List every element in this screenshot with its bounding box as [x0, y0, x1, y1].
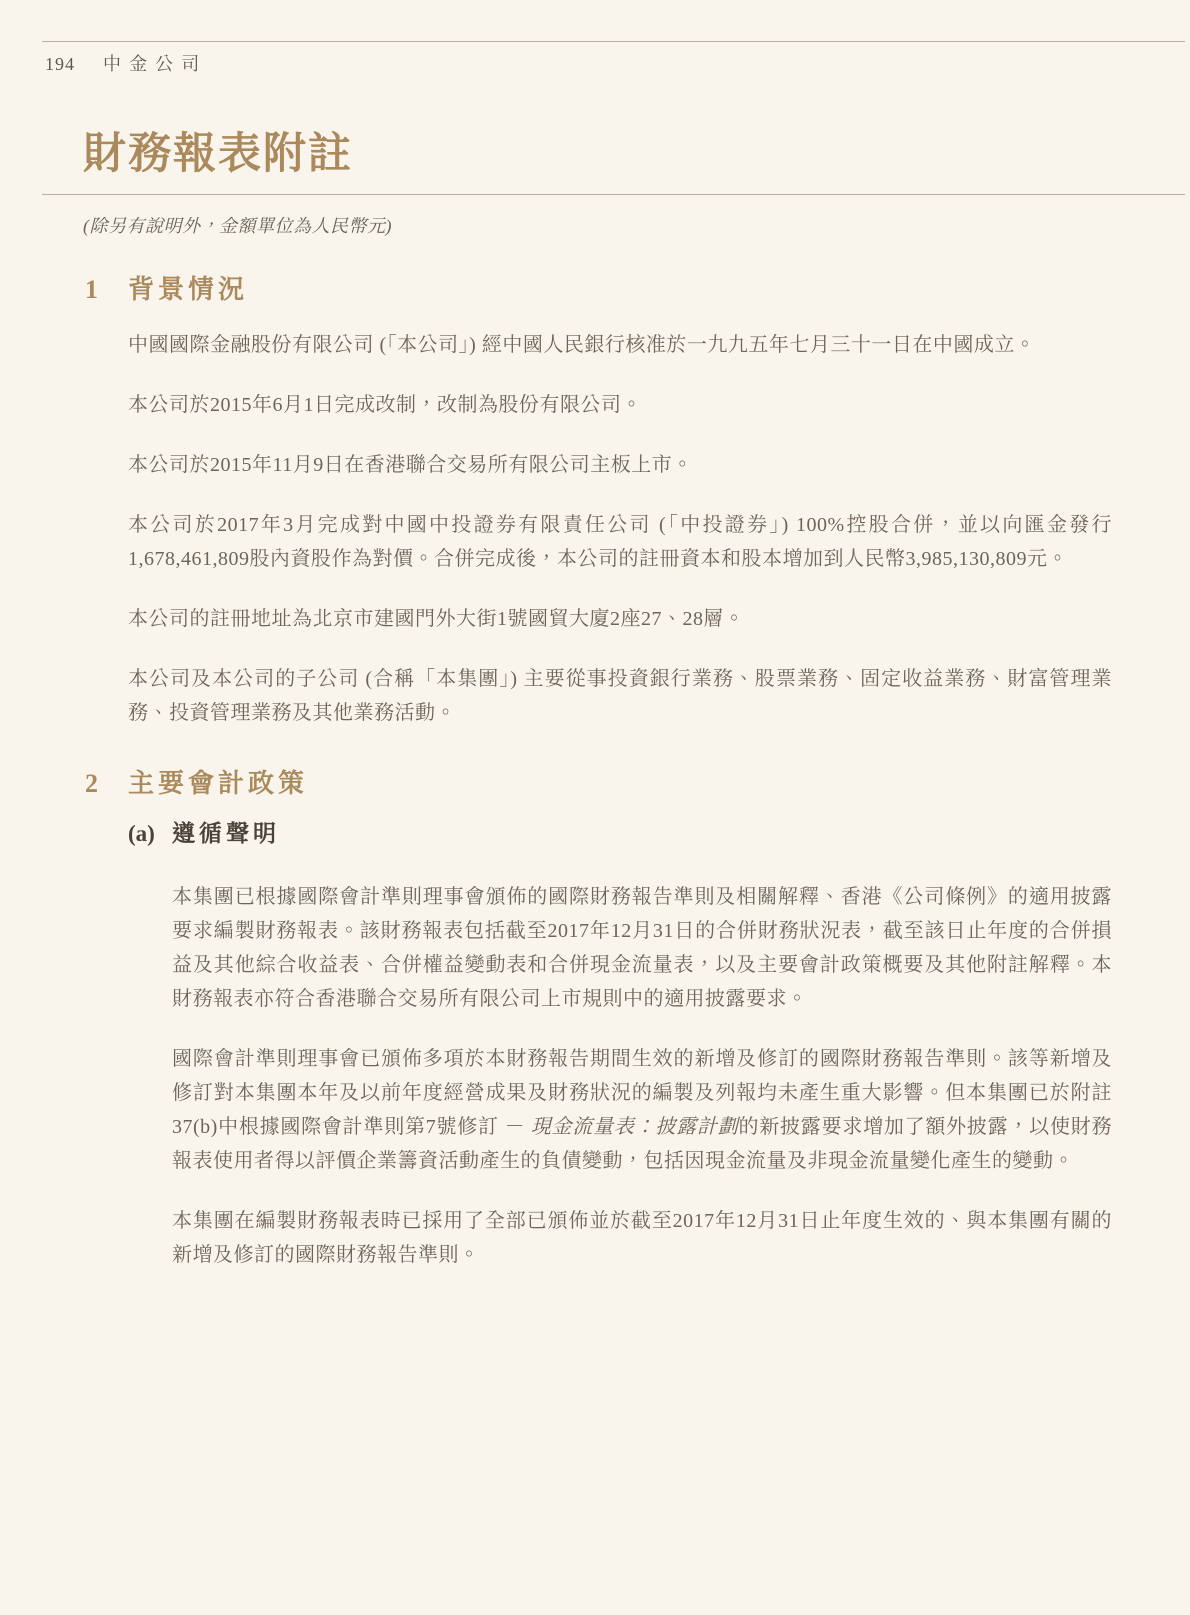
- page-number: 194: [45, 54, 75, 74]
- section-2-number: 2: [85, 768, 98, 798]
- section-1-number: 1: [85, 275, 98, 305]
- standard-title-italic: 現金流量表：披露計劃: [530, 1115, 739, 1138]
- paragraph: 本公司於2015年6月1日完成改制，改制為股份有限公司。: [128, 393, 642, 416]
- currency-unit-note: (除另有說明外，金額單位為人民幣元): [83, 216, 392, 237]
- subsection-a-compliance: [128, 821, 1112, 1271]
- section-2-heading: 主要會計政策: [128, 768, 309, 798]
- paragraph: 中國國際金融股份有限公司 (「本公司」) 經中國人民銀行核准於一九九五年七月三十一日在中國成立。: [128, 333, 1036, 356]
- header-rule: [42, 41, 1185, 42]
- paragraph: 本集團在編製財務報表時已採用了全部已頒佈並於截至2017年12月31日止年度生效的、與本集團有關的新增及修訂的國際財務報告準則。: [172, 1209, 1112, 1266]
- paragraph: 本公司於2017年3月完成對中國中投證券有限責任公司 (「中投證券」) 100%控股合併，並以向匯金發行1,678,461,809股內資股作為對價。合併完成後，本公司的註冊資本和股本增加到人民幣3,985,130,809元。: [128, 513, 1112, 570]
- document-title: 財務報表附註: [83, 131, 353, 178]
- paragraph-text: 國際會計準則理事會已頒佈多項於本財務報告期間生效的新增及修訂的國際財務報告準則。該等新增及修訂對本集團本年及以前年度經營成果及財務狀況的編製及列報均未產生重大影響。但本集團已於附註37(b)中根據國際會計準則第7號修訂 －: [172, 1047, 1112, 1138]
- paragraph-text: 的新披露要求增加了額外披露，以使財務報表使用者得以評價企業籌資活動產生的負債變動，包括因現金流量及非現金流量變化產生的變動。: [172, 1115, 1113, 1172]
- company-brand: 中金公司: [103, 54, 208, 74]
- subsection-a-heading: 遵循聲明: [172, 821, 280, 847]
- paragraph: [172, 1042, 1112, 1178]
- section-2-accounting-policies: [85, 770, 1112, 1272]
- section-1-body: [128, 276, 1112, 730]
- page-header: [45, 50, 1190, 76]
- title-rule: [42, 194, 1185, 195]
- paragraph: 本公司的註冊地址為北京市建國門外大街1號國貿大廈2座27、28層。: [128, 607, 745, 630]
- subsection-a-body: [172, 821, 1112, 1271]
- paragraph: 本集團已根據國際會計準則理事會頒佈的國際財務報告準則及相關解釋、香港《公司條例》的適用披露要求編製財務報表。該財務報表包括截至2017年12月31日的合併財務狀況表，截至該日止年度的合併損益及其他綜合收益表、合併權益變動表和合併現金流量表，以及主要會計政策概要及其他附註解釋。本財務報表亦符合香港聯合交易所有限公司上市規則中的適用披露要求。: [172, 885, 1112, 1010]
- section-2-body: [128, 770, 1112, 1272]
- section-1-background: [85, 276, 1112, 730]
- paragraph: 本公司及本公司的子公司 (合稱「本集團」) 主要從事投資銀行業務、股票業務、固定收益業務、財富管理業務、投資管理業務及其他業務活動。: [128, 667, 1112, 724]
- paragraph: 本公司於2015年11月9日在香港聯合交易所有限公司主板上市。: [128, 453, 693, 476]
- section-1-heading: 背景情況: [128, 275, 249, 305]
- subsection-a-label: (a): [128, 821, 155, 847]
